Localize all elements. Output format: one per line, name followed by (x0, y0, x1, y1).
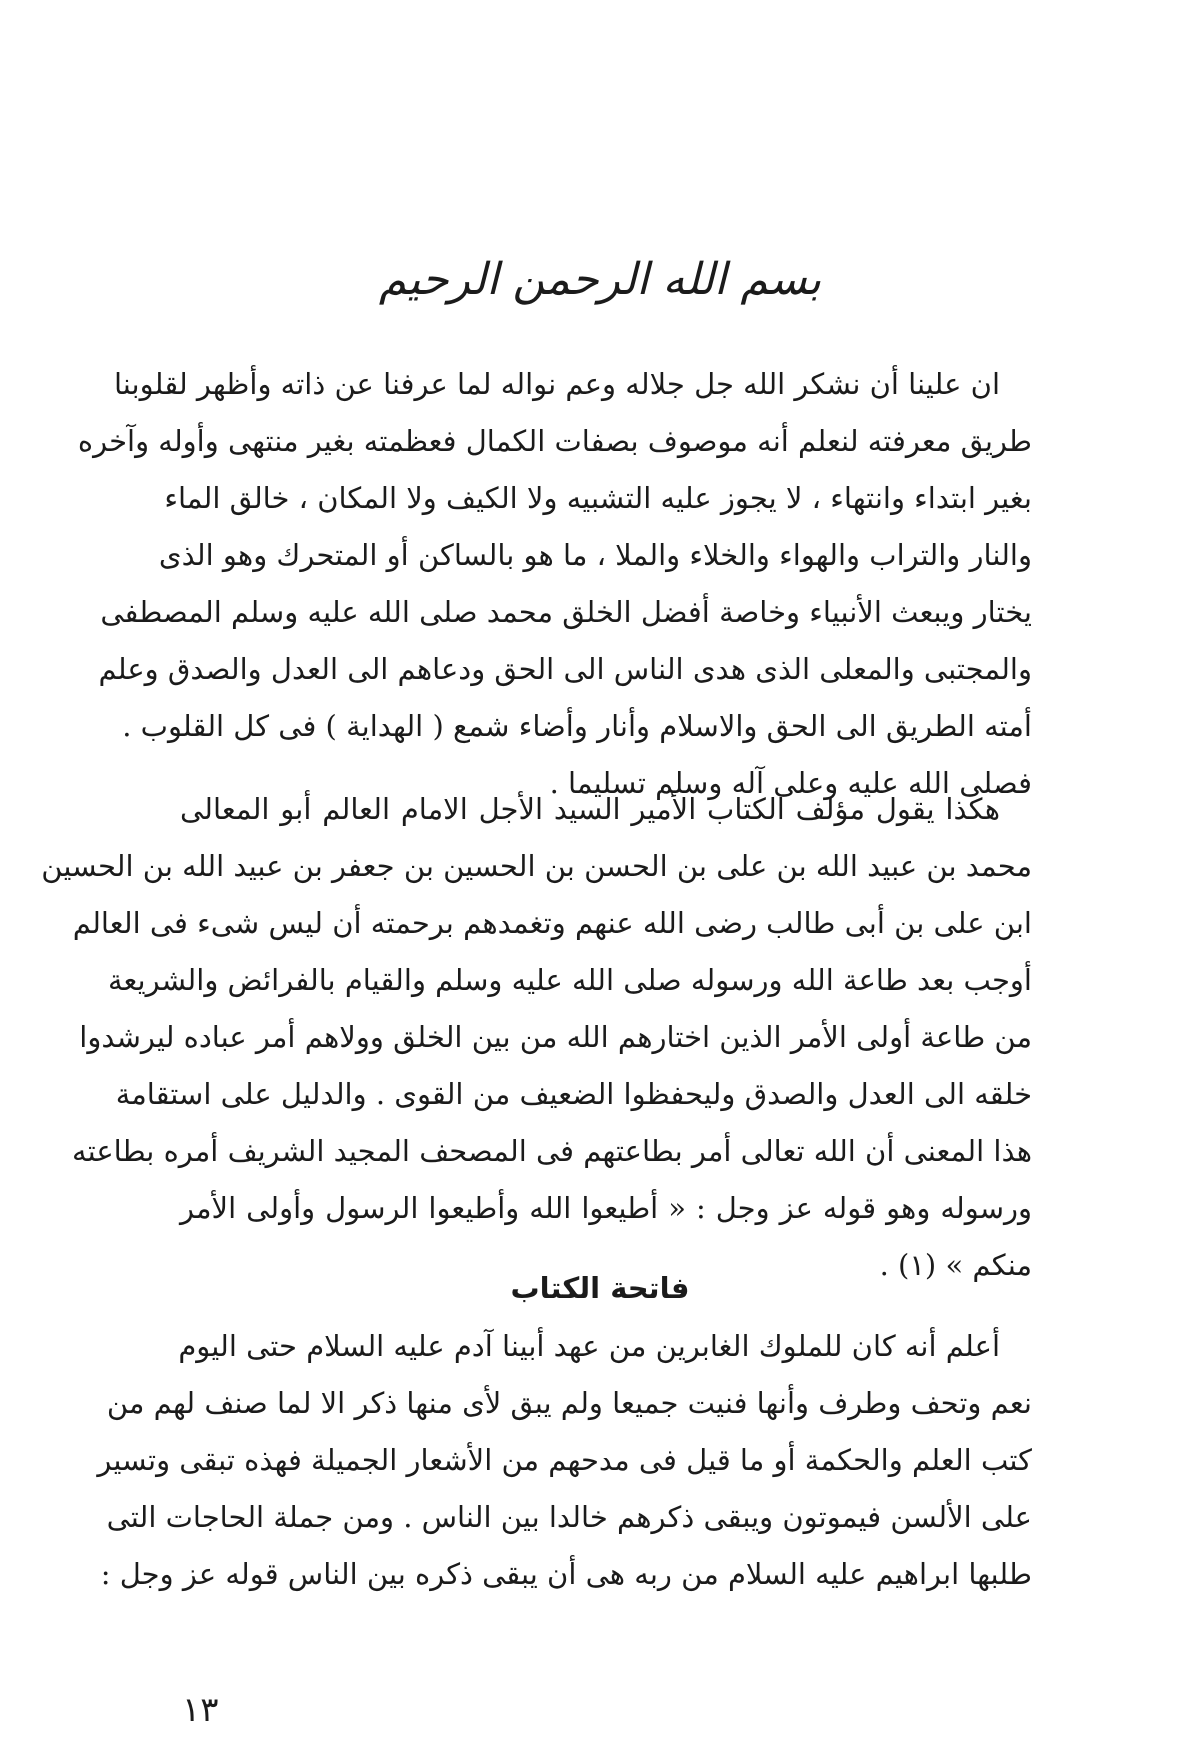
author-statement-paragraph (41, 781, 1032, 1294)
opening-paragraph (97, 1318, 1032, 1603)
paragraph-line: كتب العلم والحكمة أو ما قيل فى مدحهم من الأشعار الجميلة فهذه تبقى وتسير (97, 1443, 1032, 1477)
paragraph-line: ان علينا أن نشكر الله جل جلاله وعم نواله لما عرفنا عن ذاته وأظهر لقلوبنا (113, 367, 1000, 401)
paragraph-line: طريق معرفته لنعلم أنه موصوف بصفات الكمال فعظمته بغير منتهى وأوله وآخره (77, 424, 1032, 458)
introduction-paragraph (77, 356, 1032, 812)
paragraph-line: يختار ويبعث الأنبياء وخاصة أفضل الخلق محمد صلى الله عليه وسلم المصطفى (100, 595, 1032, 629)
paragraph-line: ابن على بن أبى طالب رضى الله عنهم وتغمدهم برحمته أن ليس شىء فى العالم (72, 906, 1032, 940)
paragraph-line: على الألسن فيموتون ويبقى ذكرهم خالدا بين الناس . ومن جملة الحاجات التى (106, 1500, 1032, 1534)
paragraph-line: أعلم أنه كان للملوك الغابرين من عهد أبينا آدم عليه السلام حتى اليوم (178, 1329, 1000, 1363)
paragraph-line: والمجتبى والمعلى الذى هدى الناس الى الحق ودعاهم الى العدل والصدق وعلم (98, 652, 1032, 686)
paragraph-line: هذا المعنى أن الله تعالى أمر بطاعتهم فى المصحف المجيد الشريف أمره بطاعته (72, 1134, 1032, 1168)
paragraph-line: والنار والتراب والهواء والخلاء والملا ، ما هو بالساكن أو المتحرك وهو الذى (158, 538, 1032, 572)
basmala-calligraphy: بسم الله الرحمن الرحيم (378, 254, 822, 305)
paragraph-line: أوجب بعد طاعة الله ورسوله صلى الله عليه وسلم والقيام بالفرائض والشريعة (107, 963, 1032, 997)
paragraph-line: محمد بن عبيد الله بن على بن الحسن بن الحسين بن جعفر بن عبيد الله بن الحسين (41, 849, 1032, 883)
paragraph-line: من طاعة أولى الأمر الذين اختارهم الله من بين الخلق وولاهم أمر عباده ليرشدوا (79, 1020, 1032, 1054)
paragraph-line: ورسوله وهو قوله عز وجل : « أطيعوا الله وأطيعوا الرسول وأولى الأمر (180, 1191, 1032, 1225)
paragraph-line: منكم » (١) . (879, 1248, 1032, 1282)
paragraph-line: فصلى الله عليه وعلى آله وسلم تسليما . (549, 766, 1032, 800)
page-number: ١٣ (182, 1690, 219, 1730)
paragraph-line: طلبها ابراهيم عليه السلام من ربه هى أن يبقى ذكره بين الناس قوله عز وجل : (100, 1557, 1032, 1591)
paragraph-line: خلقه الى العدل والصدق وليحفظوا الضعيف من القوى . والدليل على استقامة (115, 1077, 1032, 1111)
paragraph-line: نعم وتحف وطرف وأنها فنيت جميعا ولم يبق لأى منها ذكر الا لما صنف لهم من (106, 1386, 1032, 1420)
paragraph-line: بغير ابتداء وانتهاء ، لا يجوز عليه التشبيه ولا الكيف ولا المكان ، خالق الماء (164, 481, 1032, 515)
paragraph-line: أمته الطريق الى الحق والاسلام وأنار وأضاء شمع ( الهداية ) فى كل القلوب . (122, 709, 1032, 743)
section-heading: فاتحة الكتاب (510, 1271, 690, 1305)
paragraph-line: هكذا يقول مؤلف الكتاب الأمير السيد الأجل الامام العالم أبو المعالى (180, 792, 1000, 826)
